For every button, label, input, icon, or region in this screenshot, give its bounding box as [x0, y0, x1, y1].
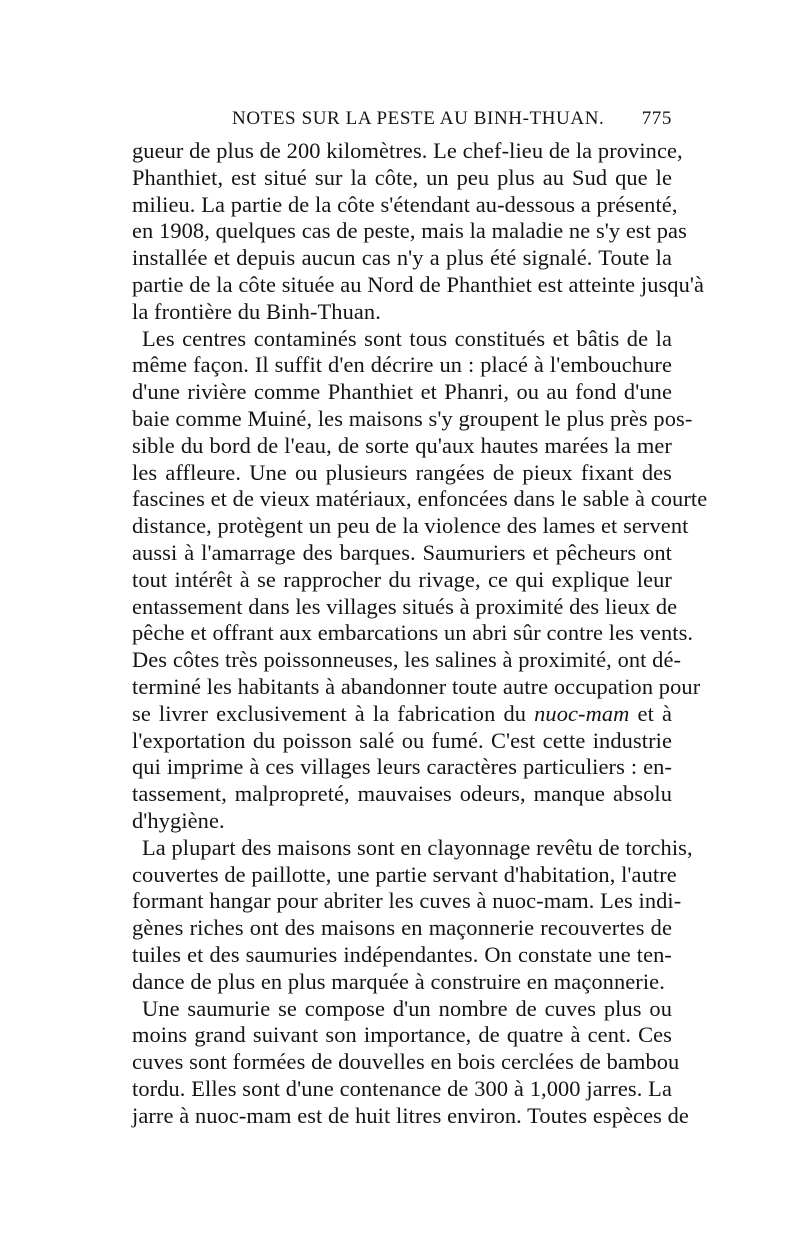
text-line: la frontière du Binh-Thuan. — [132, 298, 381, 324]
paragraph-4 — [132, 995, 689, 1130]
text-line: gènes riches ont des maisons en maçonnerie recouvertes de — [132, 915, 672, 941]
running-header — [132, 108, 672, 138]
text-line-with-term — [132, 701, 672, 728]
text-line: en 1908, quelques cas de peste, mais la maladie ne s'y est pas — [132, 218, 687, 244]
text-line: Une saumurie se compose d'un nombre de cuves plus ou — [142, 995, 672, 1021]
text-line: tuiles et des saumuries indépendantes. On constate une ten- — [132, 941, 672, 967]
text-line: cuves sont formées de douvelles en bois cerclées de bambou — [132, 1049, 680, 1075]
text-line: dance de plus en plus marquée à construire en maçonnerie. — [132, 968, 665, 994]
text-fragment: se livrer exclusivement à la fabrication du — [132, 700, 527, 726]
book-page — [132, 108, 708, 1129]
text-line: tout intérêt à se rapprocher du rivage, ce qui explique leur — [132, 566, 672, 592]
text-line: La plupart des maisons sont en clayonnage revêtu de torchis, — [142, 834, 693, 860]
text-line: les affleure. Une ou plusieurs rangées de pieux fixant des — [132, 459, 672, 485]
text-line: pêche et offrant aux embarcations un abri sûr contre les vents. — [132, 620, 694, 646]
text-line: partie de la côte située au Nord de Phanthiet est atteinte jusqu'à — [132, 271, 705, 297]
text-line: Des côtes très poissonneuses, les salines à proximité, ont dé- — [132, 647, 682, 673]
text-line: baie comme Muiné, les maisons s'y groupent le plus près pos- — [132, 405, 693, 431]
body-text — [132, 138, 708, 1129]
text-line: Phanthiet, est situé sur la côte, un peu plus au Sud que le — [132, 164, 672, 190]
paragraph-3 — [132, 834, 693, 996]
text-line: fascines et de vieux matériaux, enfoncées dans le sable à courte — [132, 486, 708, 512]
text-line: même façon. Il suffit d'en décrire un : placé à l'embouchure — [132, 352, 672, 378]
paragraph-2 — [132, 325, 708, 835]
text-line: jarre à nuoc-mam est de huit litres environ. Toutes espèces de — [132, 1102, 689, 1128]
text-line: moins grand suivant son importance, de quatre à cent. Ces — [132, 1022, 672, 1048]
text-line: formant hangar pour abriter les cuves à nuoc-mam. Les indi- — [132, 888, 682, 914]
text-line: aussi à l'amarrage des barques. Saumuriers et pêcheurs ont — [132, 539, 672, 565]
page-number: 775 — [641, 108, 672, 129]
text-line: distance, protègent un peu de la violence des lames et servent — [132, 513, 689, 539]
text-line: couvertes de paillotte, une partie servant d'habitation, l'autre — [132, 861, 677, 887]
text-line: sible du bord de l'eau, de sorte qu'aux hautes marées la mer — [132, 432, 672, 458]
text-line: qui imprime à ces villages leurs caractères particuliers : en- — [132, 754, 672, 780]
running-title: NOTES SUR LA PESTE AU BINH-THUAN. — [232, 108, 605, 129]
text-line: tassement, malpropreté, mauvaises odeurs, manque absolu — [132, 781, 672, 807]
text-line: Les centres contaminés sont tous constitués et bâtis de la — [142, 325, 672, 351]
text-line: installée et depuis aucun cas n'y a plus été signalé. Toute la — [132, 245, 672, 271]
text-line: gueur de plus de 200 kilomètres. Le chef-lieu de la province, — [132, 138, 683, 163]
text-line: l'exportation du poisson salé ou fumé. C'est cette industrie — [132, 727, 672, 753]
italic-term: nuoc-mam — [534, 700, 630, 726]
text-line: tordu. Elles sont d'une contenance de 300 à 1,000 jarres. La — [132, 1075, 672, 1101]
text-fragment: et à — [637, 700, 672, 726]
text-line: milieu. La partie de la côte s'étendant au-dessous a présenté, — [132, 191, 678, 217]
text-line: entassement dans les villages situés à proximité des lieux de — [132, 593, 678, 619]
text-line: d'hygiène. — [132, 807, 225, 833]
text-line: terminé les habitants à abandonner toute autre occupation pour — [132, 673, 701, 699]
paragraph-1 — [132, 138, 705, 326]
text-line: d'une rivière comme Phanthiet et Phanri, ou au fond d'une — [132, 379, 672, 405]
